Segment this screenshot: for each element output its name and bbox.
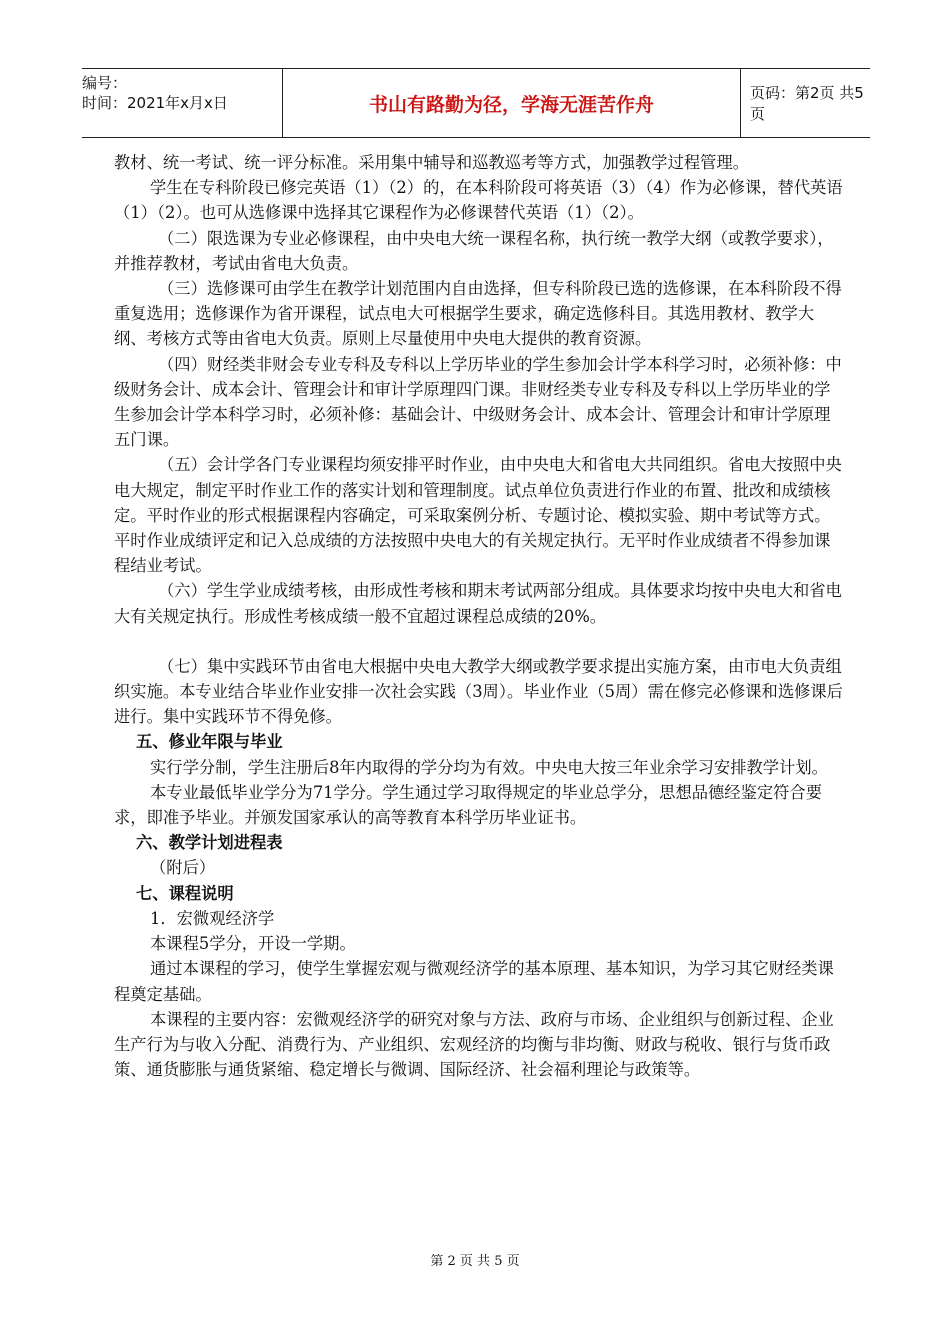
paragraph: 本课程的主要内容：宏微观经济学的研究对象与方法、政府与市场、企业组织与创新过程、企业生产行为与收入分配、消费行为、产业组织、宏观经济的均衡与非均衡、财政与税收、银行与货币政策、通货膨胀与通货紧缩、稳定增长与微调、国际经济、社会福利理论与政策等。 xyxy=(114,1009,834,1080)
header-page-code: 页码：第2页 共5页 xyxy=(750,84,864,123)
document-time-label: 时间：2021年x月x日 xyxy=(82,94,228,112)
header-left xyxy=(82,69,282,141)
paragraph: 教材、统一考试、统一评分标准。采用集中辅导和巡教巡考等方式，加强教学过程管理。 xyxy=(114,153,749,172)
course-title: 1．宏微观经济学 xyxy=(150,908,275,928)
paragraph: （二）限选课为专业必修课程，由中央电大统一课程名称，执行统一教学大纲（或教学要求），并推荐教材，考试由省电大负责。 xyxy=(114,228,834,273)
document-number-label: 编号： xyxy=(82,74,128,92)
paragraph: 本课程5学分，开设一学期。 xyxy=(150,934,356,954)
page-footer: 第 2 页 共 5 页 xyxy=(430,1254,520,1269)
paragraph: （四）财经类非财会专业专科及专科以上学历毕业的学生参加会计学本科学习时，必须补修：中级财务会计、成本会计、管理会计和审计学原理四门课。非财经类专业专科及专科以上学历毕业的学生参加会计学本科学习时，必须补修：基础会计、中级财务会计、成本会计、管理会计和审计学原理五门课。 xyxy=(114,354,842,450)
paragraph: （七）集中实践环节由省电大根据中央电大教学大纲或教学要求提出实施方案，由市电大负责组织实施。本专业结合毕业作业安排一次社会实践（3周）。毕业作业（5周）需在修完必修课和选修课后进行。集中实践环节不得免修。 xyxy=(114,656,843,727)
section-heading: 六、教学计划进程表 xyxy=(136,833,283,853)
section-heading: 五、修业年限与毕业 xyxy=(136,732,283,752)
paragraph: （五）会计学各门专业课程均须安排平时作业，由中央电大和省电大共同组织。省电大按照中央电大规定，制定平时作业工作的落实计划和管理制度。试点单位负责进行作业的布置、批改和成绩核定。平时作业的形式根据课程内容确定，可采取案例分析、专题讨论、模拟实验、期中考试等方式。平时作业成绩评定和记入总成绩的方法按照中央电大的有关规定执行。无平时作业成绩者不得参加课程结业考试。 xyxy=(114,455,842,576)
paragraph: （六）学生学业成绩考核，由形成性考核和期末考试两部分组成。具体要求均按中央电大和省电大有关规定执行。形成性考核成绩一般不宜超过课程总成绩的20%。 xyxy=(114,581,842,626)
paragraph: 通过本课程的学习，使学生掌握宏观与微观经济学的基本原理、基本知识，为学习其它财经类课程奠定基础。 xyxy=(114,959,834,1004)
header-motto: 书山有路勤为径，学海无涯苦作舟 xyxy=(282,69,741,137)
blank-line xyxy=(114,629,844,654)
document-body xyxy=(114,150,844,1082)
paragraph: 实行学分制，学生注册后8年内取得的学分均为有效。中央电大按三年业余学习安排教学计划。 xyxy=(150,757,828,777)
paragraph: 本专业最低毕业学分为71学分。学生通过学习取得规定的毕业总学分，思想品德经鉴定符合要求，即准予毕业。并颁发国家承认的高等教育本科学历毕业证书。 xyxy=(114,782,822,828)
paragraph: （附后） xyxy=(150,858,216,878)
paragraph: （三）选修课可由学生在教学计划范围内自由选择，但专科阶段已选的选修课，在本科阶段不得重复选用；选修课作为省开课程，试点电大可根据学生要求，确定选修科目。其选用教材、教学大纲、考核方式等由省电大负责。原则上尽量使用中央电大提供的教育资源。 xyxy=(114,279,842,349)
section-heading: 七、课程说明 xyxy=(136,883,234,903)
paragraph: 学生在专科阶段已修完英语（1）（2）的，在本科阶段可将英语（3）（4）作为必修课，替代英语（1）（2）。也可从选修课中选择其它课程作为必修课替代英语（1）（2）。 xyxy=(114,178,843,223)
page-header xyxy=(82,68,870,138)
